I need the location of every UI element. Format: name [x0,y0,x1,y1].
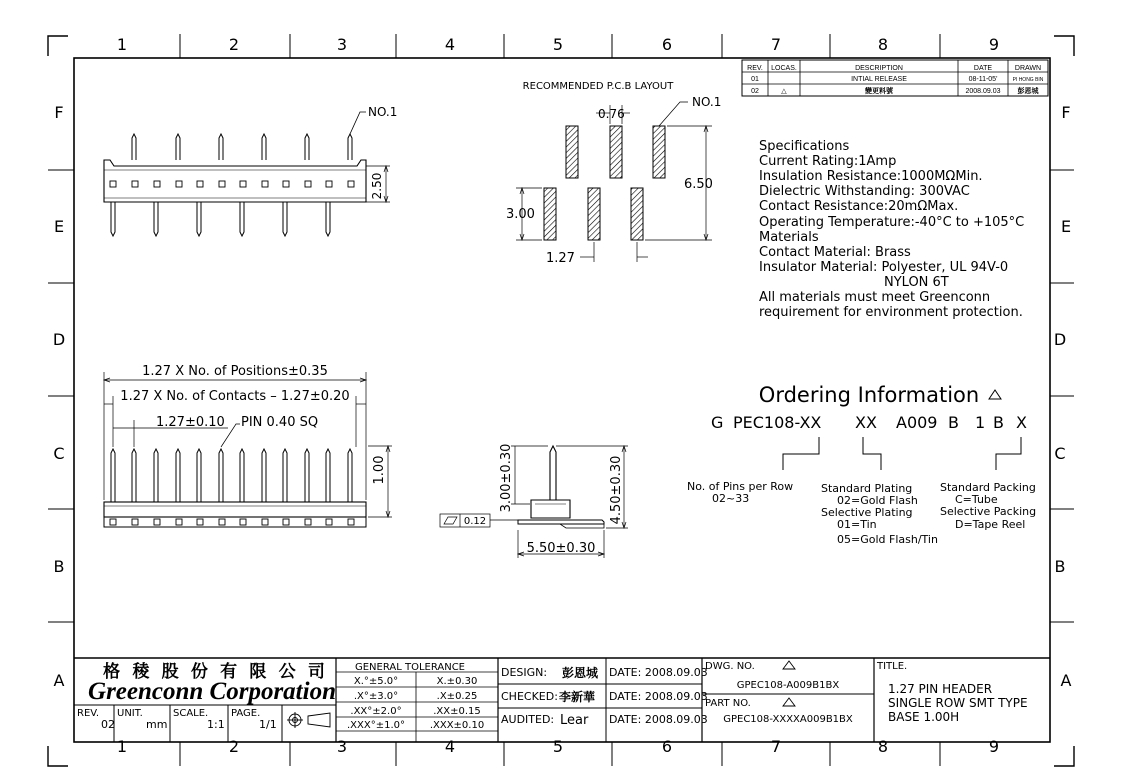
part-label: PART NO. [705,698,751,709]
audited-value: Lear [560,713,589,728]
rev-row2-description: 變更料號 [865,88,893,95]
unit-value: mm [146,718,168,731]
pcb-layout-title: RECOMMENDED P.C.B LAYOUT [522,81,674,92]
revision-triangle-icon [989,390,1001,399]
plating-label-4: 01=Tin [837,518,877,531]
unit-label: UNIT. [117,708,143,719]
code-b2: B [993,413,1004,432]
date-design: DATE: 2008.09.03 [609,666,708,679]
front-dim-pitch: 1.27±0.10 [156,415,225,430]
dwg-label: DWG. NO. [705,661,755,672]
zone-row-F-right: F [1061,103,1071,122]
top-view [104,112,390,236]
packing-label-2: C=Tube [955,493,998,506]
spec-greenconn: All materials must meet Greenconn [759,290,991,305]
side-dim-tail: 3.00±0.30 [499,443,514,513]
pins-label-2: 02~33 [712,492,750,505]
zone-col-1: 1 [116,35,128,54]
rev-header-locas: LOCAS. [771,65,797,72]
zone-row-E: E [53,217,65,236]
rev-header-date: DATE [973,65,993,72]
zone-col-4-bottom: 4 [444,737,456,756]
zone-col-4: 4 [444,35,456,54]
pcb-dim-height: 6.50 [684,177,713,192]
tol-linear-0: X.±0.30 [436,676,478,687]
side-dim-total: 4.50±0.30 [609,455,624,525]
rev-row1-rev: 01 [751,76,759,83]
spec-dielectric: Dielectric Withstanding: 300VAC [759,184,970,199]
dwg-revision-triangle-icon [783,661,795,669]
packing-label-4: D=Tape Reel [955,518,1026,531]
specifications [759,139,1024,320]
pcb-no1-label: NO.1 [692,95,722,109]
side-flatness: 0.12 [463,516,487,527]
zone-col-2-bottom: 2 [228,737,240,756]
zone-col-7-bottom: 7 [770,737,782,756]
packing-label-3: Selective Packing [940,505,1037,518]
spec-heading: Specifications [759,139,850,154]
title-line-2: SINGLE ROW SMT TYPE [888,696,1028,710]
rev-row1-description: INTIAL RELEASE [851,76,907,83]
zone-col-6-bottom: 6 [661,737,673,756]
pins-label-1: No. of Pins per Row [687,480,794,493]
zone-row-D-right: D [1053,330,1067,349]
spec-materials: Materials [759,230,819,245]
checked-value: 李新華 [559,690,596,704]
page-label: PAGE. [231,708,261,719]
zone-col-9: 9 [988,35,1000,54]
company-name-cn: 格 稜 股 份 有 限 公 司 [103,662,329,681]
rev-header-drawn: DRAWN [1014,65,1042,72]
zone-row-A-right: A [1060,671,1072,690]
zone-row-D: D [52,330,66,349]
spec-temperature: Operating Temperature:-40°C to +105°C [759,215,1025,230]
pcb-dim-pad-len: 3.00 [506,207,535,222]
zone-row-C-right: C [1054,444,1066,463]
plating-label-5: 05=Gold Flash/Tin [837,533,938,546]
title-line-1: 1.27 PIN HEADER [888,682,993,696]
tol-linear-1: .X±0.25 [436,691,478,702]
front-dim-height: 1.00 [372,455,387,485]
revision-table [742,60,1048,96]
ordering-information [687,383,1036,546]
title-label: TITLE. [877,661,908,672]
plating-label-1: Standard Plating [821,482,913,495]
tolerance-title: GENERAL TOLERANCE [354,662,466,673]
spec-environment: requirement for environment protection. [759,305,1023,320]
zone-row-C: C [53,444,65,463]
rev-row1-drawn: PI HONG BIN [1012,77,1044,83]
scale-label: SCALE. [173,708,209,719]
zone-col-1-bottom: 1 [116,737,128,756]
rev-row2-date: 2008.09.03 [965,88,1001,95]
tol-angle-3: .XXX°±1.0° [346,720,406,731]
zone-col-9-bottom: 9 [988,737,1000,756]
zone-col-6: 6 [661,35,673,54]
zone-col-3-bottom: 3 [336,737,348,756]
date-audited: DATE: 2008.09.03 [609,713,708,726]
rev-row2-locas: △ [781,88,787,95]
pcb-dim-pad-width: 0.76 [598,107,625,121]
zone-col-2: 2 [228,35,240,54]
zone-col-7: 7 [770,35,782,54]
title-block-text [77,661,1028,731]
dwg-value: GPEC108-A009B1BX [736,680,840,691]
ordering-title: Ordering Information [758,383,980,407]
front-pin-label: PIN 0.40 SQ [241,415,319,430]
part-revision-triangle-icon [783,698,795,706]
checked-label: CHECKED: [501,690,558,703]
rev-row2-drawn: 彭恩城 [1017,88,1039,95]
spec-current: Current Rating:1Amp [759,154,897,169]
page-value: 1/1 [259,718,277,731]
code-b1: B [948,413,959,432]
plating-label-3: Selective Plating [821,506,913,519]
side-dim-width: 5.50±0.30 [526,541,596,556]
design-label: DESIGN: [501,666,548,679]
zone-col-3: 3 [336,35,348,54]
rev-header-description: DESCRIPTION [855,65,903,72]
rev-row2-rev: 02 [751,88,759,95]
tol-linear-2: .XX±0.15 [433,706,481,717]
spec-insulation: Insulation Resistance:1000MΩMin. [759,169,983,184]
top-view-no1-label: NO.1 [368,105,398,119]
design-value: 彭恩城 [562,666,599,680]
code-xx: XX [855,413,877,432]
pcb-layout [516,102,712,262]
tol-angle-0: X.°±5.0° [353,676,399,687]
audited-label: AUDITED: [501,713,555,726]
rev-label: REV. [77,708,99,719]
zone-row-B-right: B [1054,557,1066,576]
zone-col-5-bottom: 5 [552,737,564,756]
code-pec108: PEC108-XX [733,413,822,432]
pcb-dim-pitch: 1.27 [546,251,575,266]
part-value: GPEC108-XXXXA009B1BX [723,714,853,725]
spec-contact-res: Contact Resistance:20mΩMax. [759,199,959,214]
zone-row-A: A [53,671,65,690]
code-1: 1 [975,413,986,432]
zone-col-8: 8 [877,35,889,54]
code-x: X [1016,413,1027,432]
rev-header-rev: REV. [747,65,763,72]
front-dim-positions: 1.27 X No. of Positions±0.35 [142,364,328,379]
scale-value: 1:1 [207,718,225,731]
spec-insulator-material: Insulator Material: Polyester, UL 94V-0 [759,260,1009,275]
zone-row-F: F [54,103,64,122]
tol-linear-3: .XXX±0.10 [429,720,485,731]
code-g: G [711,413,724,432]
code-a009: A009 [896,413,938,432]
top-view-dim-body: 2.50 [370,172,384,200]
zone-col-8-bottom: 8 [877,737,889,756]
plating-label-2: 02=Gold Flash [837,494,918,507]
spec-contact-material: Contact Material: Brass [759,245,911,260]
company-name-en: Greenconn Corporation [88,678,336,705]
zone-col-5: 5 [552,35,564,54]
title-line-3: BASE 1.00H [888,710,960,724]
rev-row1-date: 08-11-05' [968,76,998,83]
tol-angle-1: .X°±3.0° [353,691,399,702]
rev-value: 02 [101,718,115,731]
packing-label-1: Standard Packing [940,481,1036,494]
zone-row-E-right: E [1060,217,1072,236]
spec-nylon: NYLON 6T [884,275,949,290]
front-dim-contacts: 1.27 X No. of Contacts – 1.27±0.20 [120,389,350,404]
tol-angle-2: .XX°±2.0° [350,706,402,717]
date-checked: DATE: 2008.09.03 [609,690,708,703]
zone-row-B: B [53,557,65,576]
